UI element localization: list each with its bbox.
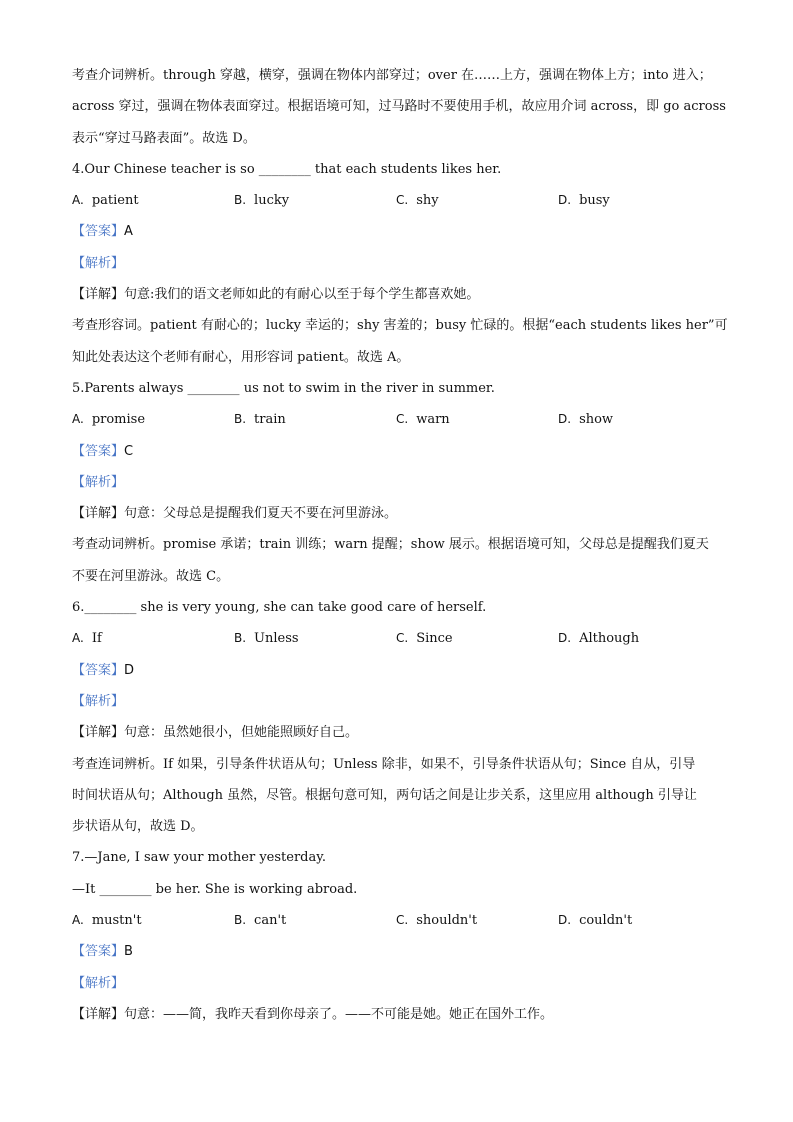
option-text: couldn't xyxy=(579,913,633,929)
detail-text: 句意：虽然她很小，但她能照顾好自己。 xyxy=(124,725,359,741)
option-text: lucky xyxy=(254,193,290,209)
detail-text: 句意：父母总是提醒我们夏天不要在河里游泳。 xyxy=(124,506,398,522)
detail-line xyxy=(72,717,724,748)
option-item xyxy=(396,404,558,435)
answer-value: A xyxy=(124,224,133,240)
question-stem: 5.Parents always ________ us not to swim in the river in summer. xyxy=(72,380,495,396)
option-item xyxy=(558,404,720,435)
option-item xyxy=(558,185,720,216)
question-block xyxy=(72,592,724,842)
detail-text: 考查形容词。patient 有耐心的；lucky 幸运的；shy 害羞的；busy 忙碌的。根据“each students likes her”可 xyxy=(72,318,728,334)
answer-tag: 【答案】 xyxy=(72,944,125,960)
option-letter: D. xyxy=(558,412,572,427)
question-stem: 7.—Jane, I saw your mother yesterday. xyxy=(72,850,326,866)
option-text: If xyxy=(91,631,102,647)
question-block xyxy=(72,373,724,592)
option-item xyxy=(234,905,396,936)
detail-line xyxy=(72,498,724,529)
options-row xyxy=(72,905,724,936)
question-list xyxy=(72,154,728,1030)
option-letter: B. xyxy=(234,412,247,427)
option-text: shy xyxy=(416,193,439,209)
detail-line xyxy=(72,561,724,592)
question-block xyxy=(72,842,724,1030)
detail-tag: 【详解】 xyxy=(72,1006,125,1022)
option-letter: A. xyxy=(72,913,84,928)
document-page xyxy=(72,60,728,1030)
answer-tag: 【答案】 xyxy=(72,662,125,678)
question-stem: 4.Our Chinese teacher is so ________ that each students likes her. xyxy=(72,161,502,177)
detail-line xyxy=(72,529,724,560)
option-letter: C. xyxy=(396,913,409,928)
answer-value: D xyxy=(124,662,135,678)
analysis-line xyxy=(72,968,724,999)
detail-text: 句意:我们的语文老师如此的有耐心以至于每个学生都喜欢她。 xyxy=(124,287,480,303)
detail-tag: 【详解】 xyxy=(72,725,125,741)
option-item xyxy=(234,185,396,216)
analysis-line xyxy=(72,686,724,717)
analysis-tag: 【解析】 xyxy=(72,693,125,709)
option-text: can't xyxy=(254,913,287,929)
detail-text: 步状语从句，故选 D。 xyxy=(72,819,204,835)
answer-line xyxy=(72,216,724,247)
detail-line xyxy=(72,279,724,310)
option-letter: C. xyxy=(396,193,409,208)
detail-tag: 【详解】 xyxy=(72,287,125,303)
option-item xyxy=(72,623,234,654)
detail-text: 考查动词辨析。promise 承诺；train 训练；warn 提醒；show 展示。根据语境可知，父母总是提醒我们夏天 xyxy=(72,537,709,553)
detail-line xyxy=(72,811,724,842)
detail-text: 句意：——简，我昨天看到你母亲了。——不可能是她。她正在国外工作。 xyxy=(124,1006,554,1022)
answer-line xyxy=(72,936,724,967)
option-letter: B. xyxy=(234,631,247,646)
option-item xyxy=(396,905,558,936)
answer-line xyxy=(72,436,724,467)
intro-explanation xyxy=(72,60,724,154)
detail-text: 时间状语从句；Although 虽然，尽管。根据句意可知，两句话之间是让步关系，这里应用 although 引导让 xyxy=(72,787,697,803)
option-text: promise xyxy=(91,412,146,428)
options-row xyxy=(72,404,724,435)
options-row xyxy=(72,623,724,654)
option-text: Since xyxy=(416,631,453,647)
option-letter: D. xyxy=(558,913,572,928)
answer-tag: 【答案】 xyxy=(72,224,125,240)
detail-line xyxy=(72,749,724,780)
answer-line xyxy=(72,655,724,686)
analysis-tag: 【解析】 xyxy=(72,255,125,271)
question-stem: 6.________ she is very young, she can take good care of herself. xyxy=(72,600,487,616)
option-letter: A. xyxy=(72,412,84,427)
option-item xyxy=(396,623,558,654)
options-row xyxy=(72,185,724,216)
detail-text: 不要在河里游泳。故选 C。 xyxy=(72,568,230,584)
analysis-tag: 【解析】 xyxy=(72,474,125,490)
detail-text: 考查连词辨析。If 如果，引导条件状语从句；Unless 除非，如果不，引导条件状语从句；Since 自从，引导 xyxy=(72,756,696,772)
option-text: patient xyxy=(91,193,139,209)
analysis-tag: 【解析】 xyxy=(72,975,125,991)
detail-tag: 【详解】 xyxy=(72,506,125,522)
intro-line: across 穿过，强调在物体表面穿过。根据语境可知，过马路时不要使用手机，故应用介词 across，即 go across xyxy=(72,99,726,115)
answer-value: C xyxy=(124,443,134,459)
option-letter: C. xyxy=(396,631,409,646)
detail-line xyxy=(72,780,724,811)
question-stem: —It ________ be her. She is working abroad. xyxy=(72,881,358,897)
intro-line: 考查介词辨析。through 穿越，横穿，强调在物体内部穿过；over 在……上方，强调在物体上方；into 进入； xyxy=(72,68,712,83)
answer-tag: 【答案】 xyxy=(72,443,125,459)
option-text: train xyxy=(254,412,286,428)
option-item xyxy=(72,185,234,216)
intro-line: 表示“穿过马路表面”。故选 D。 xyxy=(72,130,256,146)
option-item xyxy=(234,623,396,654)
option-item xyxy=(396,185,558,216)
analysis-line xyxy=(72,248,724,279)
option-letter: A. xyxy=(72,631,84,646)
answer-value: B xyxy=(124,944,133,960)
option-letter: B. xyxy=(234,913,247,928)
option-item xyxy=(558,905,720,936)
option-item xyxy=(72,404,234,435)
option-letter: C. xyxy=(396,412,409,427)
analysis-line xyxy=(72,467,724,498)
option-letter: D. xyxy=(558,193,572,208)
option-letter: D. xyxy=(558,631,572,646)
option-text: Although xyxy=(579,631,640,647)
option-text: mustn't xyxy=(91,913,142,929)
option-letter: B. xyxy=(234,193,247,208)
option-item xyxy=(72,905,234,936)
option-text: shouldn't xyxy=(416,913,478,929)
detail-line xyxy=(72,342,724,373)
detail-text: 知此处表达这个老师有耐心，用形容词 patient。故选 A。 xyxy=(72,349,410,365)
option-text: warn xyxy=(416,412,450,428)
option-text: busy xyxy=(579,193,610,209)
question-block xyxy=(72,154,728,373)
option-letter: A. xyxy=(72,193,84,208)
option-text: show xyxy=(579,412,614,428)
option-item xyxy=(234,404,396,435)
detail-line xyxy=(72,999,724,1030)
option-item xyxy=(558,623,720,654)
detail-line xyxy=(72,310,728,341)
option-text: Unless xyxy=(254,631,299,647)
